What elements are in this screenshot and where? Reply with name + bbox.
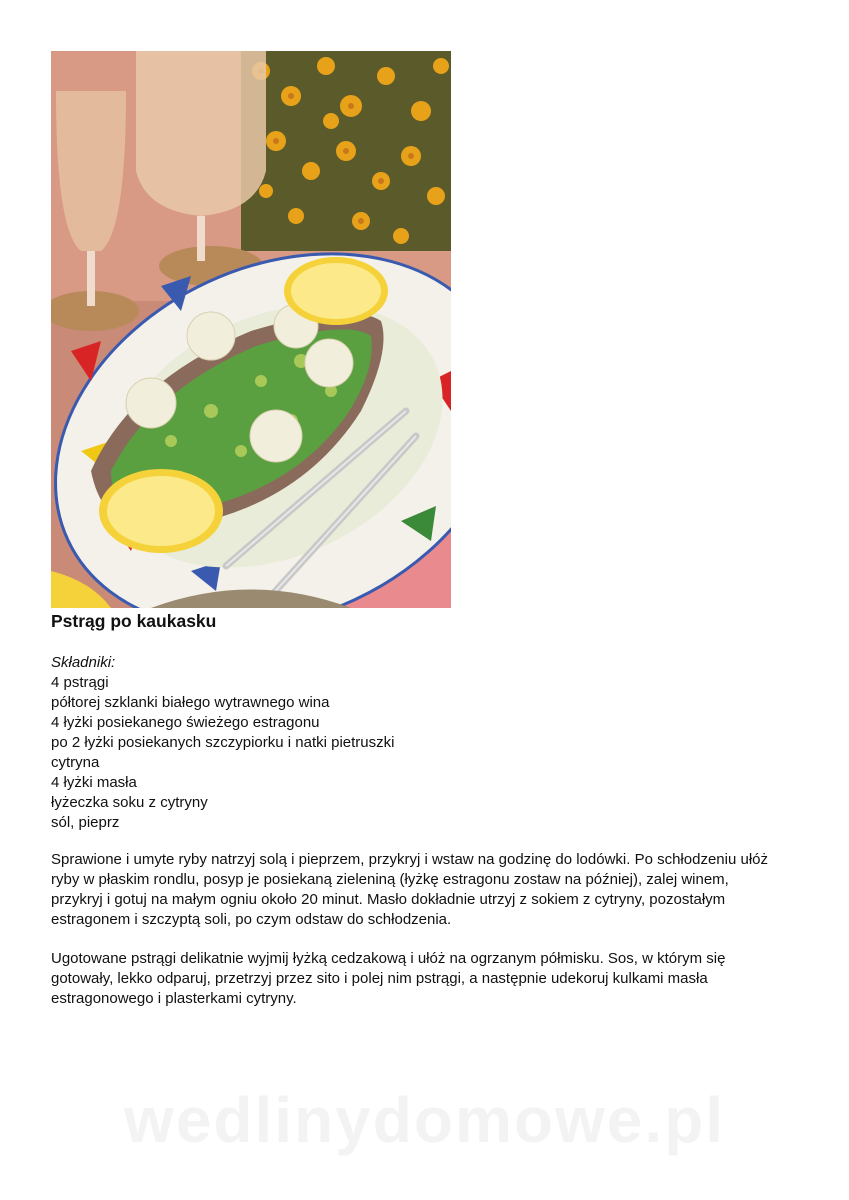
instructions-paragraph-2: Ugotowane pstrągi delikatnie wyjmij łyżką cedzakową i ułóż na ogrzanym półmisku. Sos, w którym się gotowały, lekko odparuj, przetrzyj przez sito i polej nim pstrągi, a następnie udekoruj kulkami masła estragonowego i plasterkami cytryny. [51, 950, 726, 1007]
ingredients-section [51, 653, 394, 833]
site-watermark: wedlinydomowe.pl [124, 1084, 725, 1156]
ingredient-item: po 2 łyżki posiekanych szczypiorku i natki pietruszki [51, 734, 395, 751]
ingredient-item: łyżeczka soku z cytryny [51, 794, 208, 811]
flowers [241, 51, 451, 251]
trout-dish-illustration [51, 51, 451, 608]
ingredients-label: Składniki: [51, 654, 116, 671]
ingredients-list [51, 673, 394, 833]
instructions-paragraph-1: Sprawione i umyte ryby natrzyj solą i pieprzem, przykryj i wstaw na godzinę do lodówki. Po schłodzeniu ułóż ryby w płaskim rondlu, posyp je posiekaną zieleniną (łyżkę estragonu zostaw na później), zalej winem, przykryj i gotuj na małym ogniu około 20 minut. Masło dokładnie utrzyj z sokiem z cytryny, pozostałym estragonem i szczyptą soli, po czym odstaw do schłodzenia. [51, 851, 768, 928]
ingredient-item: sól, pieprz [51, 814, 120, 831]
ingredient-item: 4 pstrągi [51, 674, 109, 691]
ingredient-item: cytryna [51, 754, 100, 771]
ingredient-item: 4 łyżki masła [51, 774, 137, 791]
recipe-title: Pstrąg po kaukasku [51, 611, 217, 631]
recipe-photo [51, 51, 451, 608]
ingredient-item: 4 łyżki posiekanego świeżego estragonu [51, 714, 320, 731]
ingredient-item: półtorej szklanki białego wytrawnego wina [51, 694, 330, 711]
